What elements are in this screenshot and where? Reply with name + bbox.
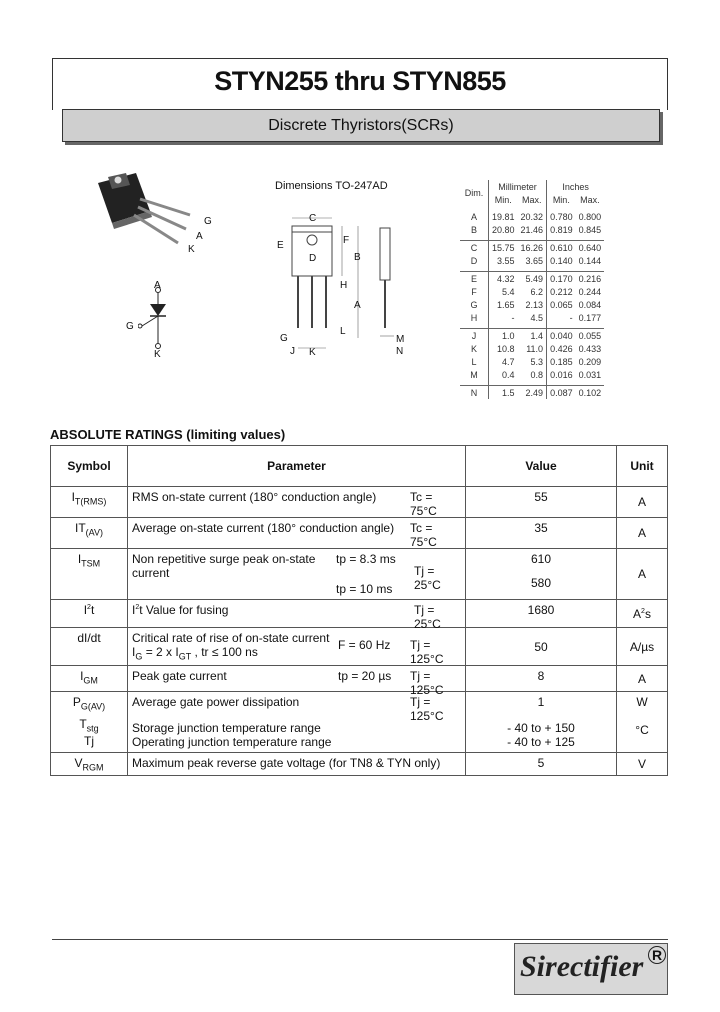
dims-value: 0.433: [578, 343, 602, 354]
unit: A: [617, 549, 668, 600]
value: - 40 to + 150: [507, 721, 575, 735]
symbol: Tj: [84, 733, 94, 748]
symbol: I: [71, 490, 75, 504]
symbol: I: [83, 603, 88, 617]
brand-logo: Sirectifier: [520, 950, 644, 983]
outline-title: Dimensions TO-247AD: [275, 180, 388, 192]
dims-letter: J: [460, 329, 489, 343]
param-ig-sub: G: [135, 651, 143, 662]
pulse-time: tp = 8.3 ms: [336, 552, 396, 566]
dims-value: 10.8: [497, 343, 515, 354]
parameter-cell: [128, 692, 466, 753]
dims-letter: L: [460, 355, 489, 368]
dims-value: 0.144: [578, 255, 602, 266]
dims-value: 0.055: [578, 330, 602, 341]
dims-row: [460, 311, 604, 324]
symbol: I: [80, 669, 84, 683]
dim-letter-f: F: [343, 235, 350, 246]
dim-letter-n: N: [396, 346, 404, 357]
parameter-text: Storage junction temperature range: [132, 721, 321, 735]
symbol-cell: [51, 692, 128, 753]
parameter-text: Maximum peak reverse gate voltage (for TN8 & TYN only): [128, 753, 466, 776]
symbol: V: [74, 756, 83, 770]
value: 610: [530, 552, 552, 566]
col-symbol: Symbol: [51, 446, 128, 487]
condition: Tj = 25°C: [414, 603, 441, 631]
dims-row: [460, 285, 604, 298]
table-row: [51, 549, 668, 600]
table-row: [51, 628, 668, 666]
dims-value: 0.610: [550, 242, 573, 253]
dims-value: 2.49: [518, 386, 547, 400]
dims-value: 1.65: [497, 299, 515, 310]
dims-value: -: [511, 312, 515, 323]
unit-end: s: [644, 606, 651, 621]
dims-col-mm: Millimeter: [489, 180, 547, 193]
col-unit: Unit: [617, 446, 668, 487]
dims-letter: C: [460, 241, 489, 255]
dims-value: 0.209: [578, 356, 602, 367]
dims-value: -: [569, 312, 573, 323]
symbol-cell: [51, 487, 128, 518]
table-row: [51, 666, 668, 692]
footer-divider: [52, 939, 668, 940]
dims-letter: G: [460, 298, 489, 311]
symbol-sub: T(RMS): [74, 496, 107, 507]
dims-value: 0.084: [578, 299, 602, 310]
dims-row: [460, 329, 604, 343]
dims-value: 0.185: [550, 356, 573, 367]
pin-label-g: G: [204, 216, 212, 227]
dims-letter: N: [460, 386, 489, 400]
frequency: F = 60 Hz: [338, 638, 391, 652]
dim-letter-d: D: [309, 253, 317, 264]
parameter-sup: 2: [135, 604, 140, 611]
dims-row: [460, 386, 604, 400]
dims-value: 19.81: [492, 211, 515, 222]
dim-letter-c: C: [309, 213, 317, 224]
unit: A: [617, 487, 668, 518]
ratings-table: [50, 445, 668, 776]
symbol-label-k: K: [154, 349, 161, 360]
symbol-sub: (AV): [85, 527, 103, 538]
dims-row: [460, 355, 604, 368]
dims-value: 0.4: [502, 369, 515, 380]
unit: V: [617, 753, 668, 776]
dims-value: 0.031: [578, 369, 602, 380]
dims-value: 0.244: [578, 286, 602, 297]
dims-value: 0.819: [550, 224, 573, 235]
value: 8: [466, 666, 617, 692]
dims-letter: F: [460, 285, 489, 298]
dim-letter-g: G: [280, 333, 288, 344]
dims-letter: A: [460, 210, 489, 223]
dims-value: 3.65: [518, 254, 547, 267]
symbol-t: t: [90, 603, 95, 617]
condition: Tj = 125°C: [410, 695, 444, 723]
registered-mark: R: [648, 946, 666, 964]
dims-row: [460, 298, 604, 311]
parameter-text: Critical rate of rise of on-state current: [132, 631, 330, 645]
dims-col-dim: Dim.: [460, 180, 489, 206]
dim-letter-b: B: [354, 252, 361, 263]
symbol-cell: [51, 600, 128, 628]
unit-sup: 2: [641, 607, 645, 615]
symbol-sup: 2: [87, 604, 91, 611]
dims-row: [460, 210, 604, 223]
symbol-cell: [51, 549, 128, 600]
dims-in-max: Max.: [580, 194, 600, 205]
dims-row: [460, 254, 604, 267]
symbol: IT: [74, 521, 86, 535]
dims-col-in: Inches: [562, 181, 589, 192]
dims-value: 0.102: [578, 387, 602, 398]
parameter-pre: I: [132, 603, 136, 617]
dims-value: 3.55: [497, 255, 515, 266]
unit-cell: [617, 692, 668, 753]
dims-in-min: Min.: [552, 194, 570, 205]
parameter-cell: [128, 518, 466, 549]
dims-value: 5.3: [518, 355, 547, 368]
document-subtitle: Discrete Thyristors(SCRs): [268, 117, 454, 134]
symbol-sub: TSM: [81, 558, 101, 569]
dims-value: 0.087: [550, 387, 573, 398]
col-value: Value: [466, 446, 617, 487]
unit: A: [617, 518, 668, 549]
symbol-sub: RGM: [82, 762, 104, 773]
dims-row: [460, 272, 604, 286]
dims-value: 20.80: [492, 224, 515, 235]
unit: °C: [635, 723, 649, 737]
unit: A: [617, 666, 668, 692]
package-photo: [88, 165, 218, 260]
symbol-label-g: G: [126, 321, 134, 332]
dims-value: 0.426: [550, 343, 573, 354]
dims-value: 16.26: [518, 241, 547, 255]
table-row: [51, 518, 668, 549]
param-igt: = 2 x I: [142, 645, 179, 659]
dims-value: 0.212: [550, 286, 573, 297]
dims-letter: M: [460, 368, 489, 381]
condition: Tj = 25°C: [414, 564, 441, 592]
dims-value: 21.46: [518, 223, 547, 236]
value: 580: [530, 576, 552, 590]
dims-value: 2.13: [518, 298, 547, 311]
value: 55: [466, 487, 617, 518]
parameter-text: Average gate power dissipation: [132, 695, 300, 709]
dims-value: 11.0: [518, 342, 547, 355]
dims-value: 0.640: [578, 242, 602, 253]
dims-letter: H: [460, 311, 489, 324]
value: 50: [466, 628, 617, 666]
dims-letter: K: [460, 342, 489, 355]
dims-value: 0.040: [550, 330, 573, 341]
parameter-text: t Value for fusing: [139, 603, 229, 617]
parameter-cell: [128, 628, 466, 666]
dim-letter-k: K: [309, 347, 316, 358]
dims-value: 15.75: [492, 242, 515, 253]
unit: A: [633, 606, 642, 621]
condition: Tc = 75°C: [410, 490, 437, 518]
dims-value: 4.32: [497, 273, 515, 284]
dims-value: 0.800: [578, 211, 602, 222]
parameter-text: Average on-state current (180° conduction angle): [132, 521, 395, 535]
dim-letter-j: J: [290, 346, 295, 357]
value: 5: [466, 753, 617, 776]
symbol-sub: GM: [83, 675, 98, 686]
dims-header-row: [460, 180, 604, 193]
dims-value: 5.49: [518, 272, 547, 286]
ratings-header-row: [51, 446, 668, 487]
table-row: [51, 753, 668, 776]
pin-label-a: A: [196, 231, 203, 242]
dim-letter-e: E: [277, 240, 284, 251]
parameter-cell: [128, 487, 466, 518]
value: - 40 to + 125: [507, 735, 575, 749]
dims-value: 0.065: [550, 299, 573, 310]
value-cell: [466, 549, 617, 600]
dim-letter-m: M: [396, 334, 405, 345]
value: 35: [466, 518, 617, 549]
dims-value: 0.780: [550, 211, 573, 222]
dims-value: 0.8: [518, 368, 547, 381]
parameter-text: Non repetitive surge peak on-state: [132, 552, 316, 566]
dims-value: 4.5: [518, 311, 547, 324]
symbol-sub: G(AV): [80, 701, 106, 712]
parameter-text: Operating junction temperature range: [132, 735, 332, 749]
dims-value: 5.4: [502, 286, 515, 297]
dims-row: [460, 241, 604, 255]
symbol: T: [79, 717, 87, 732]
dims-value: 20.32: [518, 210, 547, 223]
dims-value: 0.845: [578, 224, 602, 235]
dims-value: 0.177: [578, 312, 602, 323]
pulse-time: tp = 10 ms: [336, 582, 393, 596]
parameter-cell: [128, 549, 466, 600]
dims-letter: E: [460, 272, 489, 286]
ratings-heading: ABSOLUTE RATINGS (limiting values): [50, 427, 286, 442]
pulse-time: tp = 20 µs: [338, 669, 392, 683]
thyristor-symbol: [138, 286, 178, 350]
symbol-label-a: A: [154, 280, 161, 291]
pin-label-k: K: [188, 244, 195, 255]
symbol: dI/dt: [51, 628, 128, 666]
unit: A/µs: [617, 628, 668, 666]
dim-letter-a: A: [354, 300, 361, 311]
dims-row: [460, 342, 604, 355]
dims-row: [460, 223, 604, 236]
value-cell: [466, 692, 617, 753]
parameter-cell: [128, 600, 466, 631]
dims-row: [460, 368, 604, 381]
param-ig: I: [132, 645, 136, 659]
dims-mm-max: Max.: [518, 193, 547, 206]
condition: Tc = 75°C: [410, 521, 437, 549]
dims-value: 0.170: [550, 273, 573, 284]
dims-letter: D: [460, 254, 489, 267]
param-igt-sub: GT: [178, 651, 192, 662]
param-tr: , tr ≤ 100 ns: [191, 645, 258, 659]
parameter-text: Peak gate current: [132, 669, 227, 683]
dims-mm-min: Min.: [494, 194, 512, 205]
symbol-cell: [51, 518, 128, 549]
symbol-cell: [51, 753, 128, 776]
condition: Tj = 125°C: [410, 638, 444, 666]
symbol: I: [77, 552, 82, 566]
value: 1680: [466, 600, 617, 628]
value: 1: [537, 695, 545, 709]
unit: W: [636, 695, 648, 709]
table-row: [51, 600, 668, 628]
table-row: [51, 692, 668, 753]
dims-value: 6.2: [518, 285, 547, 298]
table-row: [51, 487, 668, 518]
dims-value: 0.140: [550, 255, 573, 266]
dims-letter: B: [460, 223, 489, 236]
col-parameter: Parameter: [128, 446, 466, 487]
document-title: STYN255 thru STYN855: [214, 66, 506, 96]
dims-value: 1.4: [518, 329, 547, 343]
dims-value: 0.216: [578, 273, 602, 284]
parameter-cell: [128, 666, 466, 697]
dim-letter-l: L: [340, 326, 346, 337]
symbol-sub: stg: [86, 723, 99, 734]
dims-value: 1.0: [502, 330, 515, 341]
dims-value: 1.5: [502, 387, 515, 398]
parameter-text-cont: current: [132, 566, 170, 580]
symbol: P: [72, 695, 81, 709]
symbol-cell: [51, 666, 128, 692]
dimensions-table: [460, 180, 604, 399]
unit-cell: [617, 600, 668, 628]
parameter-text: RMS on-state current (180° conduction angle): [132, 490, 377, 504]
dim-letter-h: H: [340, 280, 348, 291]
dims-value: 0.016: [550, 369, 573, 380]
dims-value: 4.7: [502, 356, 515, 367]
condition: Tj = 125°C: [410, 669, 444, 697]
